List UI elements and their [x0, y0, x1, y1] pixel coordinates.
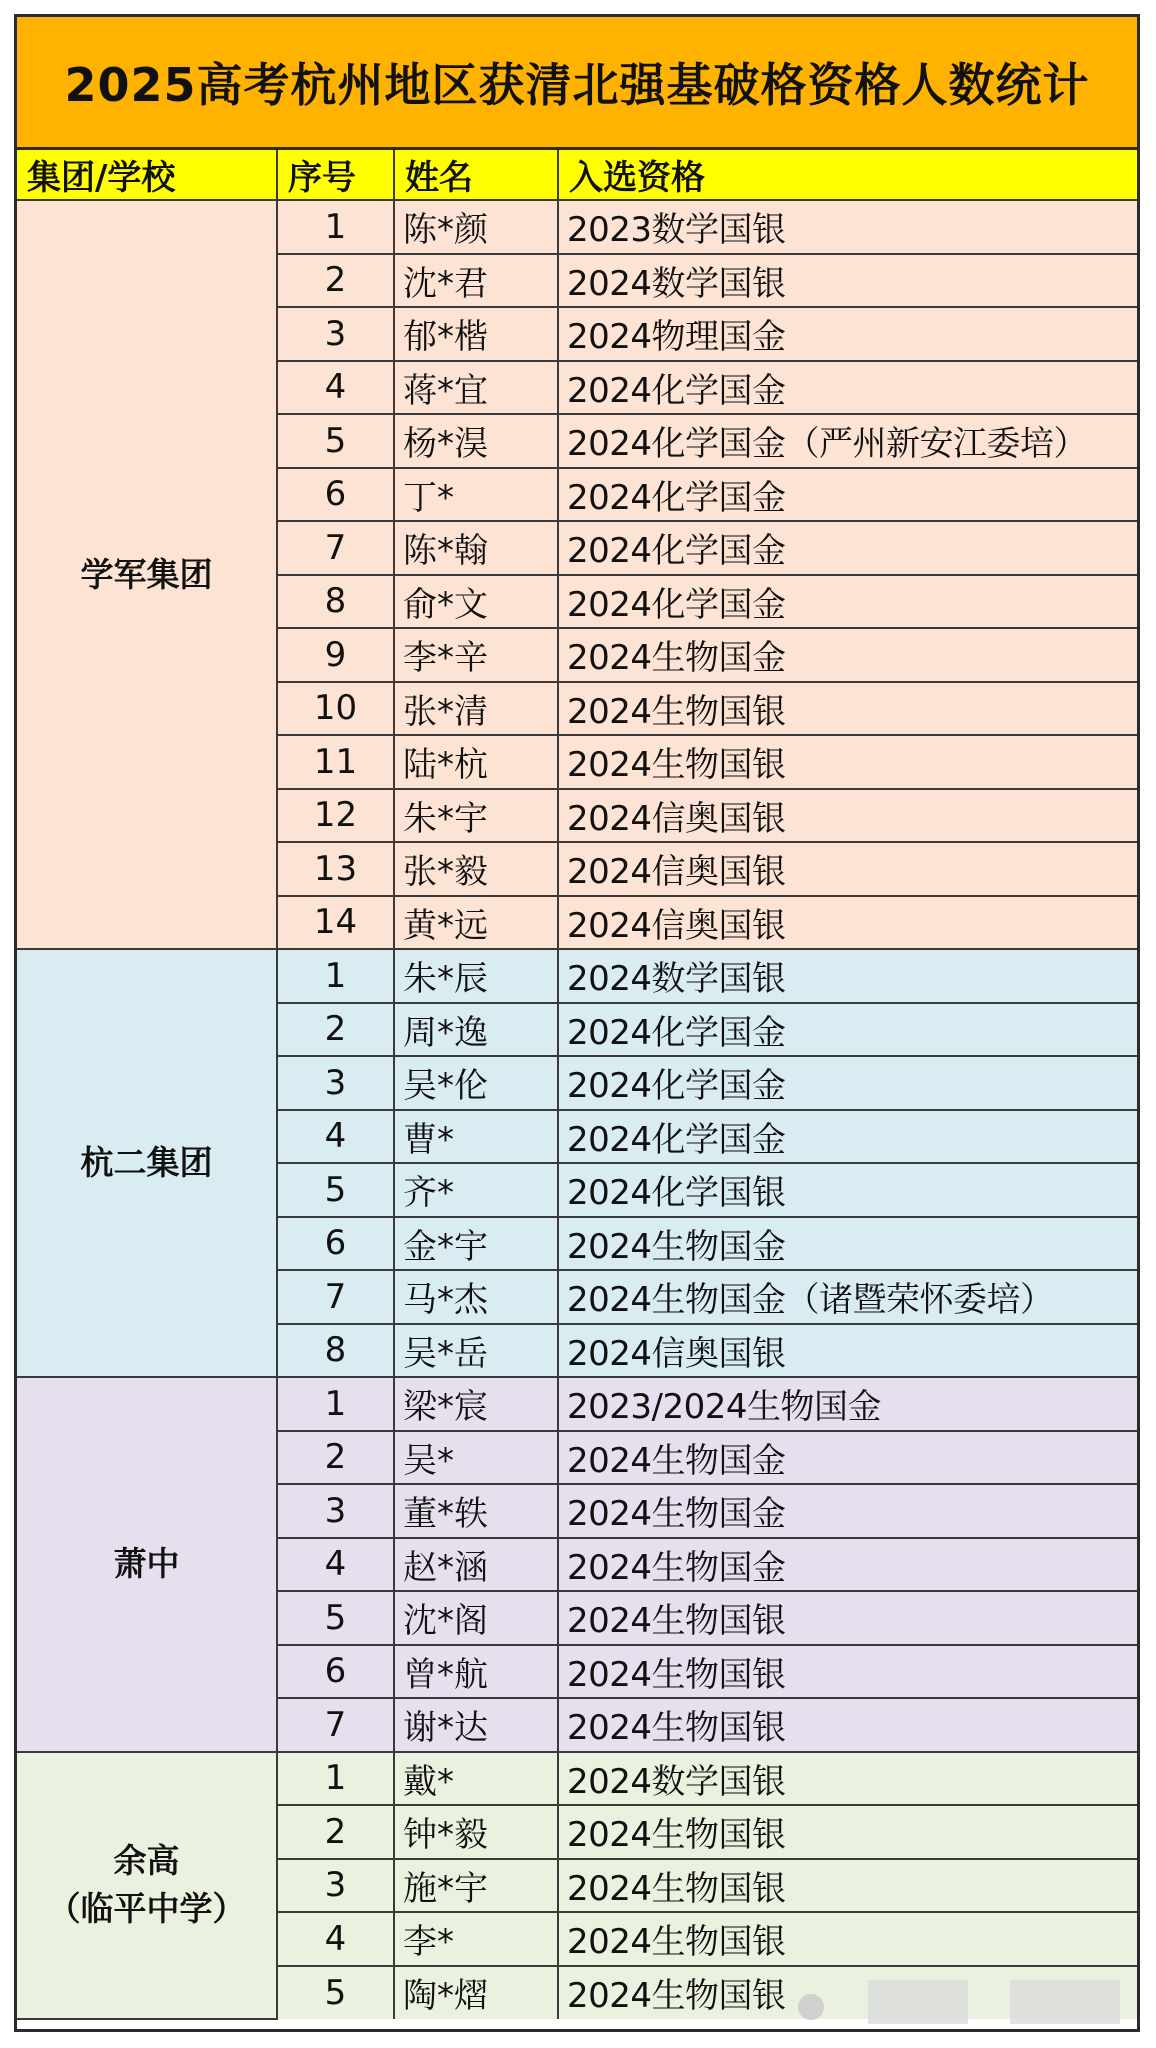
qualification: 2024生物国银 — [558, 682, 1137, 736]
student-name: 郁*楷 — [394, 307, 558, 361]
row-number: 4 — [277, 1912, 394, 1966]
student-name: 周*逸 — [394, 1003, 558, 1057]
qualification: 2024化学国银 — [558, 1163, 1137, 1217]
group-name: 萧中 — [113, 1544, 180, 1584]
row-number: 9 — [277, 628, 394, 682]
row-number: 6 — [277, 468, 394, 522]
header-school: 集团/学校 — [17, 150, 277, 200]
student-name: 曹* — [394, 1110, 558, 1164]
watermark-logo-icon — [798, 1994, 824, 2020]
student-name: 陈*颜 — [394, 200, 558, 254]
row-number: 8 — [277, 1324, 394, 1378]
row-number: 2 — [277, 1003, 394, 1057]
qualification: 2024生物国银 — [558, 1966, 1137, 2020]
student-name: 李* — [394, 1912, 558, 1966]
student-name: 朱*宇 — [394, 789, 558, 843]
row-number: 5 — [277, 1163, 394, 1217]
table-row — [17, 1752, 1137, 1806]
student-name: 吴* — [394, 1431, 558, 1485]
qualification: 2024生物国银 — [558, 1859, 1137, 1913]
table-body — [17, 200, 1137, 2019]
student-name: 钟*毅 — [394, 1805, 558, 1859]
stats-table-frame — [14, 14, 1140, 2032]
row-number: 7 — [277, 1698, 394, 1752]
table-title: 2025高考杭州地区获清北强基破格资格人数统计 — [17, 17, 1137, 150]
qualification: 2024化学国金 — [558, 575, 1137, 629]
row-number: 6 — [277, 1645, 394, 1699]
qualification: 2024化学国金 — [558, 1110, 1137, 1164]
row-number: 3 — [277, 307, 394, 361]
row-number: 14 — [277, 896, 394, 950]
student-name: 张*清 — [394, 682, 558, 736]
stats-table — [17, 150, 1137, 2020]
qualification: 2024数学国银 — [558, 254, 1137, 308]
student-name: 黄*远 — [394, 896, 558, 950]
qualification: 2024化学国金 — [558, 1056, 1137, 1110]
student-name: 丁* — [394, 468, 558, 522]
row-number: 2 — [277, 1805, 394, 1859]
header-number: 序号 — [277, 150, 394, 200]
qualification: 2024生物国金 — [558, 1538, 1137, 1592]
student-name: 吴*伦 — [394, 1056, 558, 1110]
qualification: 2024数学国银 — [558, 949, 1137, 1003]
qualification: 2024生物国银 — [558, 735, 1137, 789]
student-name: 吴*岳 — [394, 1324, 558, 1378]
row-number: 1 — [277, 949, 394, 1003]
qualification: 2024生物国金 — [558, 1217, 1137, 1271]
student-name: 谢*达 — [394, 1698, 558, 1752]
student-name: 沈*君 — [394, 254, 558, 308]
row-number: 13 — [277, 842, 394, 896]
row-number: 1 — [277, 1377, 394, 1431]
student-name: 朱*辰 — [394, 949, 558, 1003]
row-number: 2 — [277, 1431, 394, 1485]
qualification: 2024生物国银 — [558, 1698, 1137, 1752]
qualification: 2024物理国金 — [558, 307, 1137, 361]
row-number: 5 — [277, 414, 394, 468]
qualification: 2024信奥国银 — [558, 789, 1137, 843]
student-name: 陈*翰 — [394, 521, 558, 575]
watermark-blur-left — [868, 1980, 968, 2024]
student-name: 施*宇 — [394, 1859, 558, 1913]
student-name: 沈*阁 — [394, 1591, 558, 1645]
row-number: 11 — [277, 735, 394, 789]
student-name: 张*毅 — [394, 842, 558, 896]
qualification: 2024化学国金 — [558, 1003, 1137, 1057]
qualification: 2024生物国金（诸暨荣怀委培） — [558, 1270, 1137, 1324]
row-number: 6 — [277, 1217, 394, 1271]
student-name: 齐* — [394, 1163, 558, 1217]
qualification: 2024生物国银 — [558, 1645, 1137, 1699]
qualification: 2024生物国金 — [558, 628, 1137, 682]
student-name: 杨*淏 — [394, 414, 558, 468]
table-row — [17, 1377, 1137, 1431]
group-name: 学军集团 — [80, 554, 213, 594]
row-number: 3 — [277, 1056, 394, 1110]
group-subname: （临平中学） — [47, 1889, 246, 1929]
student-name: 曾*航 — [394, 1645, 558, 1699]
qualification: 2024化学国金 — [558, 361, 1137, 415]
student-name: 陶*熠 — [394, 1966, 558, 2020]
qualification: 2024信奥国银 — [558, 842, 1137, 896]
row-number: 10 — [277, 682, 394, 736]
qualification: 2024信奥国银 — [558, 896, 1137, 950]
group-name-cell — [17, 200, 277, 949]
student-name: 戴* — [394, 1752, 558, 1806]
group-name-cell — [17, 949, 277, 1377]
header-row — [17, 150, 1137, 200]
row-number: 3 — [277, 1859, 394, 1913]
row-number: 4 — [277, 361, 394, 415]
student-name: 赵*涵 — [394, 1538, 558, 1592]
row-number: 1 — [277, 200, 394, 254]
qualification: 2024化学国金 — [558, 521, 1137, 575]
row-number: 7 — [277, 1270, 394, 1324]
row-number: 3 — [277, 1484, 394, 1538]
student-name: 金*宇 — [394, 1217, 558, 1271]
header-qualification: 入选资格 — [558, 150, 1137, 200]
student-name: 李*辛 — [394, 628, 558, 682]
group-name: 余高 — [113, 1841, 180, 1881]
row-number: 1 — [277, 1752, 394, 1806]
group-name: 杭二集团 — [80, 1143, 213, 1183]
qualification: 2024化学国金（严州新安江委培） — [558, 414, 1137, 468]
header-name: 姓名 — [394, 150, 558, 200]
row-number: 12 — [277, 789, 394, 843]
student-name: 陆*杭 — [394, 735, 558, 789]
group-name-cell — [17, 1752, 277, 2020]
table-row — [17, 949, 1137, 1003]
qualification: 2024生物国银 — [558, 1591, 1137, 1645]
qualification: 2024化学国金 — [558, 468, 1137, 522]
student-name: 马*杰 — [394, 1270, 558, 1324]
qualification: 2024信奥国银 — [558, 1324, 1137, 1378]
qualification: 2024数学国银 — [558, 1752, 1137, 1806]
row-number: 8 — [277, 575, 394, 629]
qualification: 2024生物国银 — [558, 1912, 1137, 1966]
student-name: 俞*文 — [394, 575, 558, 629]
group-name-cell — [17, 1377, 277, 1752]
row-number: 5 — [277, 1591, 394, 1645]
student-name: 董*轶 — [394, 1484, 558, 1538]
student-name: 蒋*宜 — [394, 361, 558, 415]
qualification: 2024生物国金 — [558, 1484, 1137, 1538]
qualification: 2023数学国银 — [558, 200, 1137, 254]
row-number: 4 — [277, 1538, 394, 1592]
row-number: 7 — [277, 521, 394, 575]
row-number: 4 — [277, 1110, 394, 1164]
qualification: 2024生物国金 — [558, 1431, 1137, 1485]
qualification: 2023/2024生物国金 — [558, 1377, 1137, 1431]
row-number: 2 — [277, 254, 394, 308]
qualification: 2024生物国银 — [558, 1805, 1137, 1859]
watermark-blur-right — [1010, 1980, 1120, 2024]
student-name: 梁*宸 — [394, 1377, 558, 1431]
table-row — [17, 200, 1137, 254]
row-number: 5 — [277, 1966, 394, 2020]
